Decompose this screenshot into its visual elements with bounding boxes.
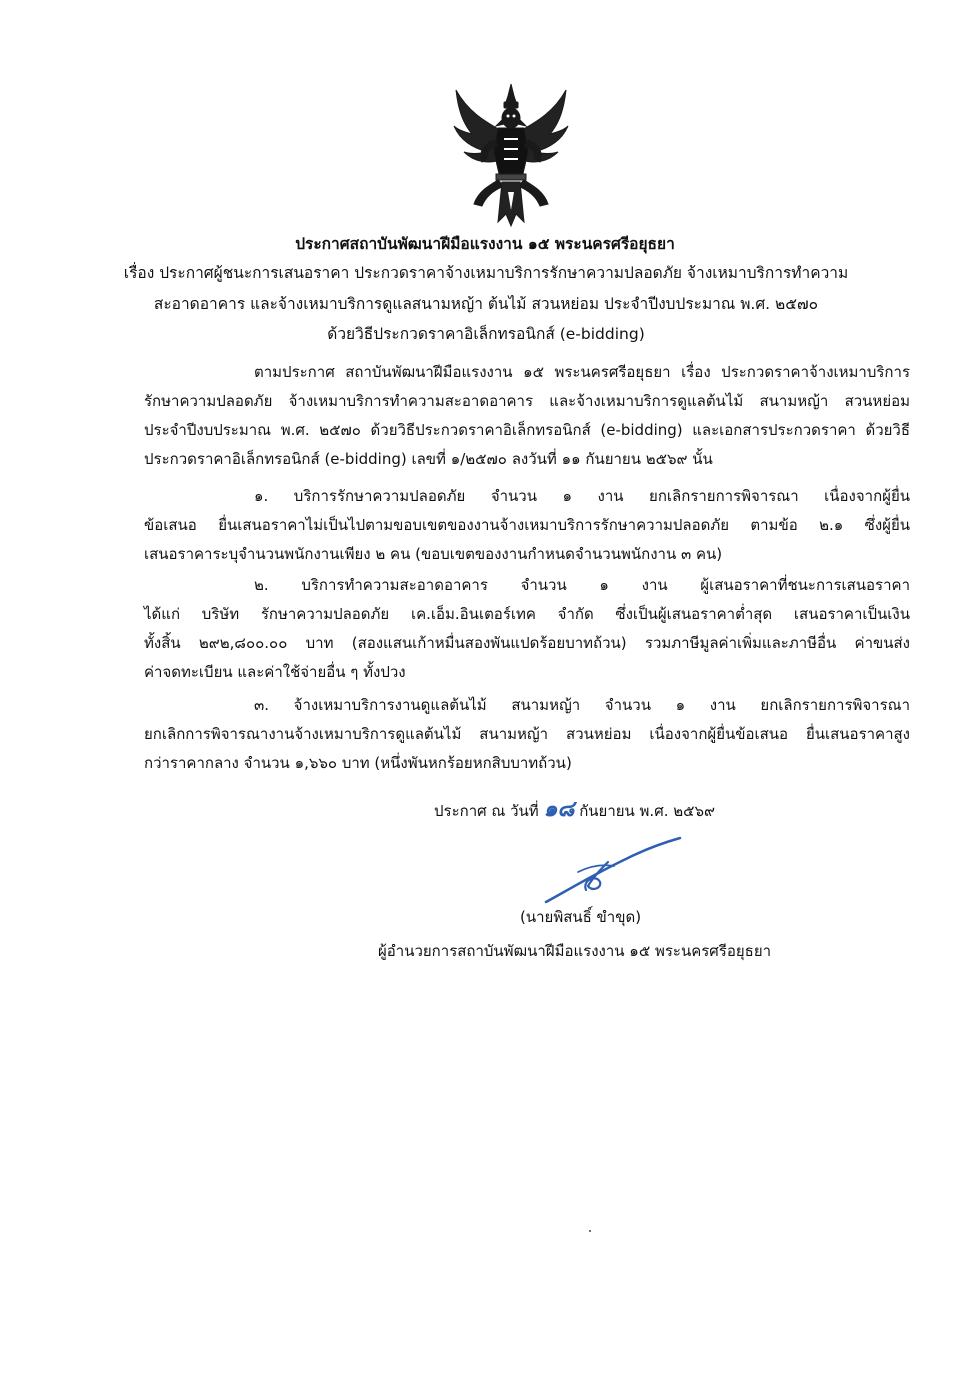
item3-line: กว่าราคากลาง จำนวน ๑,๖๖๐ บาท (หนึ่งพันหกร้อยหกสิบบาทถ้วน) xyxy=(144,754,572,772)
scan-speck xyxy=(589,1230,591,1232)
item1-line: ๑. บริการรักษาความปลอดภัย จำนวน ๑ งาน ยกเลิกรายการพิจารณา เนื่องจากผู้ยื่น xyxy=(254,487,910,505)
signatory-name: (นายพิสนธิ์ ขำขุด) xyxy=(520,908,642,926)
garuda-emblem-icon xyxy=(448,82,574,228)
subject-line: ด้วยวิธีประกวดราคาอิเล็กทรอนิกส์ (e-bidding) xyxy=(327,325,645,343)
item1-line: ข้อเสนอ ยื่นเสนอราคาไม่เป็นไปตามขอบเขตของงานจ้างเหมาบริการรักษาความปลอดภัย ตามข้อ ๒.๑ ซึ่งผู้ยื่น xyxy=(144,516,910,534)
item2-line: ๒. บริการทำความสะอาดอาคาร จำนวน ๑ งาน ผู้เสนอราคาที่ชนะการเสนอราคา xyxy=(254,576,910,594)
subject-line: เรื่อง ประกาศผู้ชนะการเสนอราคา ประกวดราคาจ้างเหมาบริการรักษาความปลอดภัย จ้างเหมาบริการทำความ xyxy=(123,264,849,282)
signatory-position: ผู้อำนวยการสถาบันพัฒนาฝีมือแรงงาน ๑๕ พระนครศรีอยุธยา xyxy=(378,942,772,960)
intro-line: ตามประกาศ สถาบันพัฒนาฝีมือแรงงาน ๑๕ พระนครศรีอยุธยา เรื่อง ประกวดราคาจ้างเหมาบริการ xyxy=(254,363,910,381)
intro-line: รักษาความปลอดภัย จ้างเหมาบริการทำความสะอาดอาคาร และจ้างเหมาบริการดูแลต้นไม้ สนามหญ้า สวนหย่อม xyxy=(144,392,910,410)
item2-line: ได้แก่ บริษัท รักษาความปลอดภัย เค.เอ็ม.อินเตอร์เทค จำกัด ซึ่งเป็นผู้เสนอราคาต่ำสุด เสนอราคาเป็นเงิน xyxy=(144,605,910,623)
dateline-day: ๑๘ xyxy=(543,796,575,822)
intro-line: ประจำปีงบประมาณ พ.ศ. ๒๕๗๐ ด้วยวิธีประกวดราคาอิเล็กทรอนิกส์ (e-bidding) และเอกสารประกวดราคา ด้วยวิธี xyxy=(144,421,910,439)
item2-line: ค่าจดทะเบียน และค่าใช้จ่ายอื่น ๆ ทั้งปวง xyxy=(144,663,406,681)
intro-line: ประกวดราคาอิเล็กทรอนิกส์ (e-bidding) เลขที่ ๑/๒๕๗๐ ลงวันที่ ๑๑ กันยายน ๒๕๖๙ นั้น xyxy=(144,450,713,468)
item1-line: เสนอราคาระบุจำนวนพนักงานเพียง ๒ คน (ขอบเขตของงานกำหนดจำนวนพนักงาน ๓ คน) xyxy=(144,545,723,563)
item2-line: ทั้งสิ้น ๒๙๒,๘๐๐.๐๐ บาท (สองแสนเก้าหมื่นสองพันแปดร้อยบาทถ้วน) รวมภาษีมูลค่าเพิ่มและภาษีอื่น ค่าขนส่ง xyxy=(144,634,910,652)
dateline xyxy=(434,791,715,826)
item3-line: ยกเลิกการพิจารณางานจ้างเหมาบริการดูแลต้นไม้ สนามหญ้า สวนหย่อม เนื่องจากผู้ยื่นข้อเสนอ ยื่นเสนอราคาสูง xyxy=(144,725,910,743)
dateline-suffix: กันยายน พ.ศ. ๒๕๖๙ xyxy=(579,802,716,820)
item3-line: ๓. จ้างเหมาบริการงานดูแลต้นไม้ สนามหญ้า จำนวน ๑ งาน ยกเลิกรายการพิจารณา xyxy=(254,696,910,714)
subject-line: สะอาดอาคาร และจ้างเหมาบริการดูแลสนามหญ้า ต้นไม้ สวนหย่อม ประจำปีงบประมาณ พ.ศ. ๒๕๗๐ xyxy=(153,294,819,313)
announcement-title: ประกาศสถาบันพัฒนาฝีมือแรงงาน ๑๕ พระนครศรีอยุธยา xyxy=(295,235,675,253)
dateline-prefix: ประกาศ ณ วันที่ xyxy=(434,802,539,820)
handwritten-signature xyxy=(538,832,698,910)
announcement-subject xyxy=(110,258,862,350)
